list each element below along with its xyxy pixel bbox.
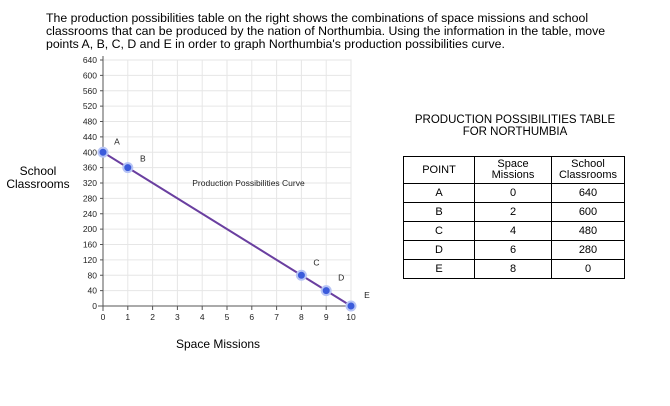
point-e-marker[interactable] (347, 302, 356, 311)
table-title-line-1: PRODUCTION POSSIBILITIES TABLE (414, 114, 616, 126)
x-tick-label: 3 (175, 312, 180, 322)
x-tick-label: 7 (274, 312, 279, 322)
y-axis-label: School Classrooms (6, 164, 70, 191)
y-tick-label: 80 (87, 270, 97, 281)
point-c-label: C (313, 257, 320, 268)
table-cell-space-missions: 2 (475, 203, 552, 222)
y-tick-label: 240 (82, 208, 97, 219)
instructions-text: The production possibilities table on the right shows the combinations of space missions and school classrooms that can be produced by the nation of Northumbia. Using the information in the table, move points A, B, C, D and E in order to graph Northumbia's production possibilities curve. (46, 12, 606, 50)
table-row (404, 241, 625, 260)
point-d-marker[interactable] (322, 286, 331, 295)
y-tick-label: 560 (82, 85, 97, 96)
y-tick-label: 280 (82, 193, 97, 204)
x-tick-label: 5 (224, 312, 230, 322)
x-tick-label: 4 (199, 312, 205, 322)
table-title (400, 114, 630, 138)
header-space-missions: Space Missions (475, 157, 552, 184)
table-cell-space-missions: 0 (475, 184, 552, 203)
point-b-marker[interactable] (123, 163, 132, 172)
table-cell-space-missions: 6 (475, 241, 552, 260)
point-a-marker[interactable] (99, 148, 108, 157)
table-cell-point: E (404, 260, 475, 279)
x-tick-label: 6 (249, 312, 255, 322)
y-tick-label: 120 (82, 254, 97, 265)
x-tick-label: 8 (299, 312, 304, 322)
curve-label: Production Possibilities Curve (192, 178, 305, 188)
table-cell-space-missions: 4 (475, 222, 552, 241)
point-c-marker[interactable] (297, 271, 306, 280)
header-school-classrooms: School Classrooms (552, 157, 625, 184)
table-row (404, 203, 625, 222)
y-tick-label: 600 (82, 70, 97, 81)
x-axis-label: Space Missions (176, 337, 261, 351)
y-tick-label: 440 (82, 131, 97, 142)
table-cell-school-classrooms: 640 (552, 184, 625, 203)
x-tick-label: 0 (100, 312, 106, 322)
header-point: POINT (404, 157, 475, 184)
point-e-label: E (364, 290, 370, 300)
y-tick-label: 320 (82, 178, 97, 188)
y-tick-label: 640 (82, 55, 97, 65)
x-tick-label: 2 (150, 312, 155, 322)
table-cell-point: D (404, 241, 475, 260)
production-possibilities-graph[interactable] (0, 48, 400, 338)
point-d-label: D (338, 272, 345, 283)
table-row (404, 184, 625, 203)
table-row (404, 260, 625, 279)
x-tick-label: 10 (346, 312, 356, 322)
table-header-row (404, 157, 625, 184)
point-b-label: B (139, 153, 146, 164)
y-tick-label: 160 (82, 239, 97, 250)
y-tick-label: 200 (82, 224, 97, 235)
y-tick-label: 0 (92, 301, 97, 311)
table-cell-point: B (404, 203, 475, 222)
y-tick-label: 40 (87, 285, 97, 296)
table-cell-point: A (404, 184, 475, 203)
y-tick-label: 480 (82, 116, 97, 127)
y-tick-label: 360 (82, 162, 97, 173)
x-tick-label: 9 (323, 312, 329, 322)
table-cell-point: C (404, 222, 475, 241)
table-cell-space-missions: 8 (475, 260, 552, 279)
production-possibilities-table (403, 156, 625, 279)
table-row (404, 222, 625, 241)
y-tick-label: 400 (82, 147, 97, 158)
table-cell-school-classrooms: 280 (552, 241, 625, 260)
x-tick-label: 1 (125, 312, 131, 322)
y-tick-label: 520 (82, 101, 97, 112)
table-cell-school-classrooms: 480 (552, 222, 625, 241)
point-a-label: A (114, 136, 120, 147)
table-title-line-2: FOR NORTHUMBIA (462, 126, 568, 138)
table-cell-school-classrooms: 0 (552, 260, 625, 279)
table-cell-school-classrooms: 600 (552, 203, 625, 222)
